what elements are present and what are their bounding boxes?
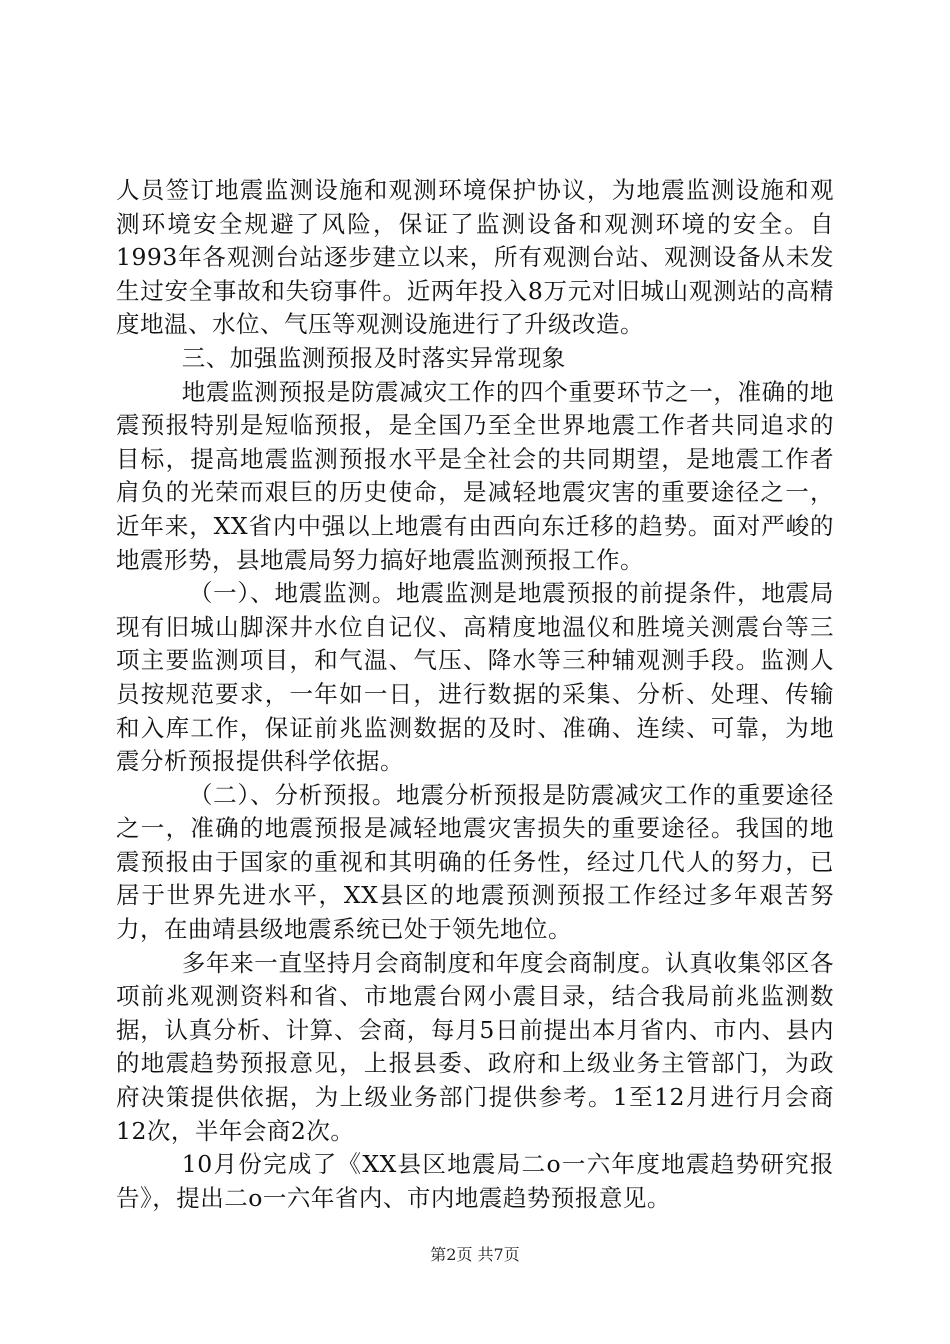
paragraph-report: 10月份完成了《XX县区地震局二o一六年度地震趋势研究报告》，提出二o一六年省内、市内地震趋势预报意见。 (116, 1150, 834, 1212)
paragraph-consultation: 多年来一直坚持月会商制度和年度会商制度。认真收集邻区各项前兆观测资料和省、市地震台网小震目录，结合我局前兆监测数据，认真分析、计算、会商，每月5日前提出本月省内、市内、县内的地震趋势预报意见，上报县委、政府和上级业务主管部门，为政府决策提供依据，为上级业务部门提供参考。1至12月进行月会商12次，半年会商2次。 (116, 948, 834, 1145)
section-heading: 三、加强监测预报及时落实异常现象 (181, 343, 566, 372)
paragraph-monitoring: （一）、地震监测。地震监测是地震预报的前提条件，地震局现有旧城山脚深井水位自记仪、高精度地温仪和胜境关测震台等三项主要监测项目，和气温、气压、降水等三种辅观测手段。监测人员按规范要求，一年如一日，进行数据的采集、分析、处理、传输和入库工作，保证前兆监测数据的及时、准确、连续、可靠，为地震分析预报提供科学依据。 (116, 579, 834, 776)
paragraph-continuation: 人员签订地震监测设施和观测环境保护协议，为地震监测设施和观测环境安全规避了风险，保证了监测设备和观测环境的安全。自1993年各观测台站逐步建立以来，所有观测台站、观测设备从未发生过安全事故和失窃事件。近两年投入8万元对旧城山观测站的高精度地温、水位、气压等观测设施进行了升级改造。 (116, 176, 834, 339)
document-body (116, 174, 834, 1215)
paragraph-analysis: （二）、分析预报。地震分析预报是防震减灾工作的重要途径之一，准确的地震预报是减轻地震灾害损失的重要途径。我国的地震预报由于国家的重视和其明确的任务性，经过几代人的努力，已居于世界先进水平，XX县区的地震预测预报工作经过多年艰苦努力，在曲靖县级地震系统已处于领先地位。 (116, 780, 834, 944)
page-footer: 第2页 共7页 (430, 1245, 520, 1264)
paragraph-monitoring-intro: 地震监测预报是防震减灾工作的四个重要环节之一，准确的地震预报特别是短临预报，是全国乃至全世界地震工作者共同追求的目标，提高地震监测预报水平是全社会的共同期望，是地震工作者肩负的光荣而艰巨的历史使命，是减轻地震灾害的重要途径之一，近年来，XX省内中强以上地震有由西向东迁移的趋势。面对严峻的地震形势，县地震局努力搞好地震监测预报工作。 (116, 377, 834, 574)
